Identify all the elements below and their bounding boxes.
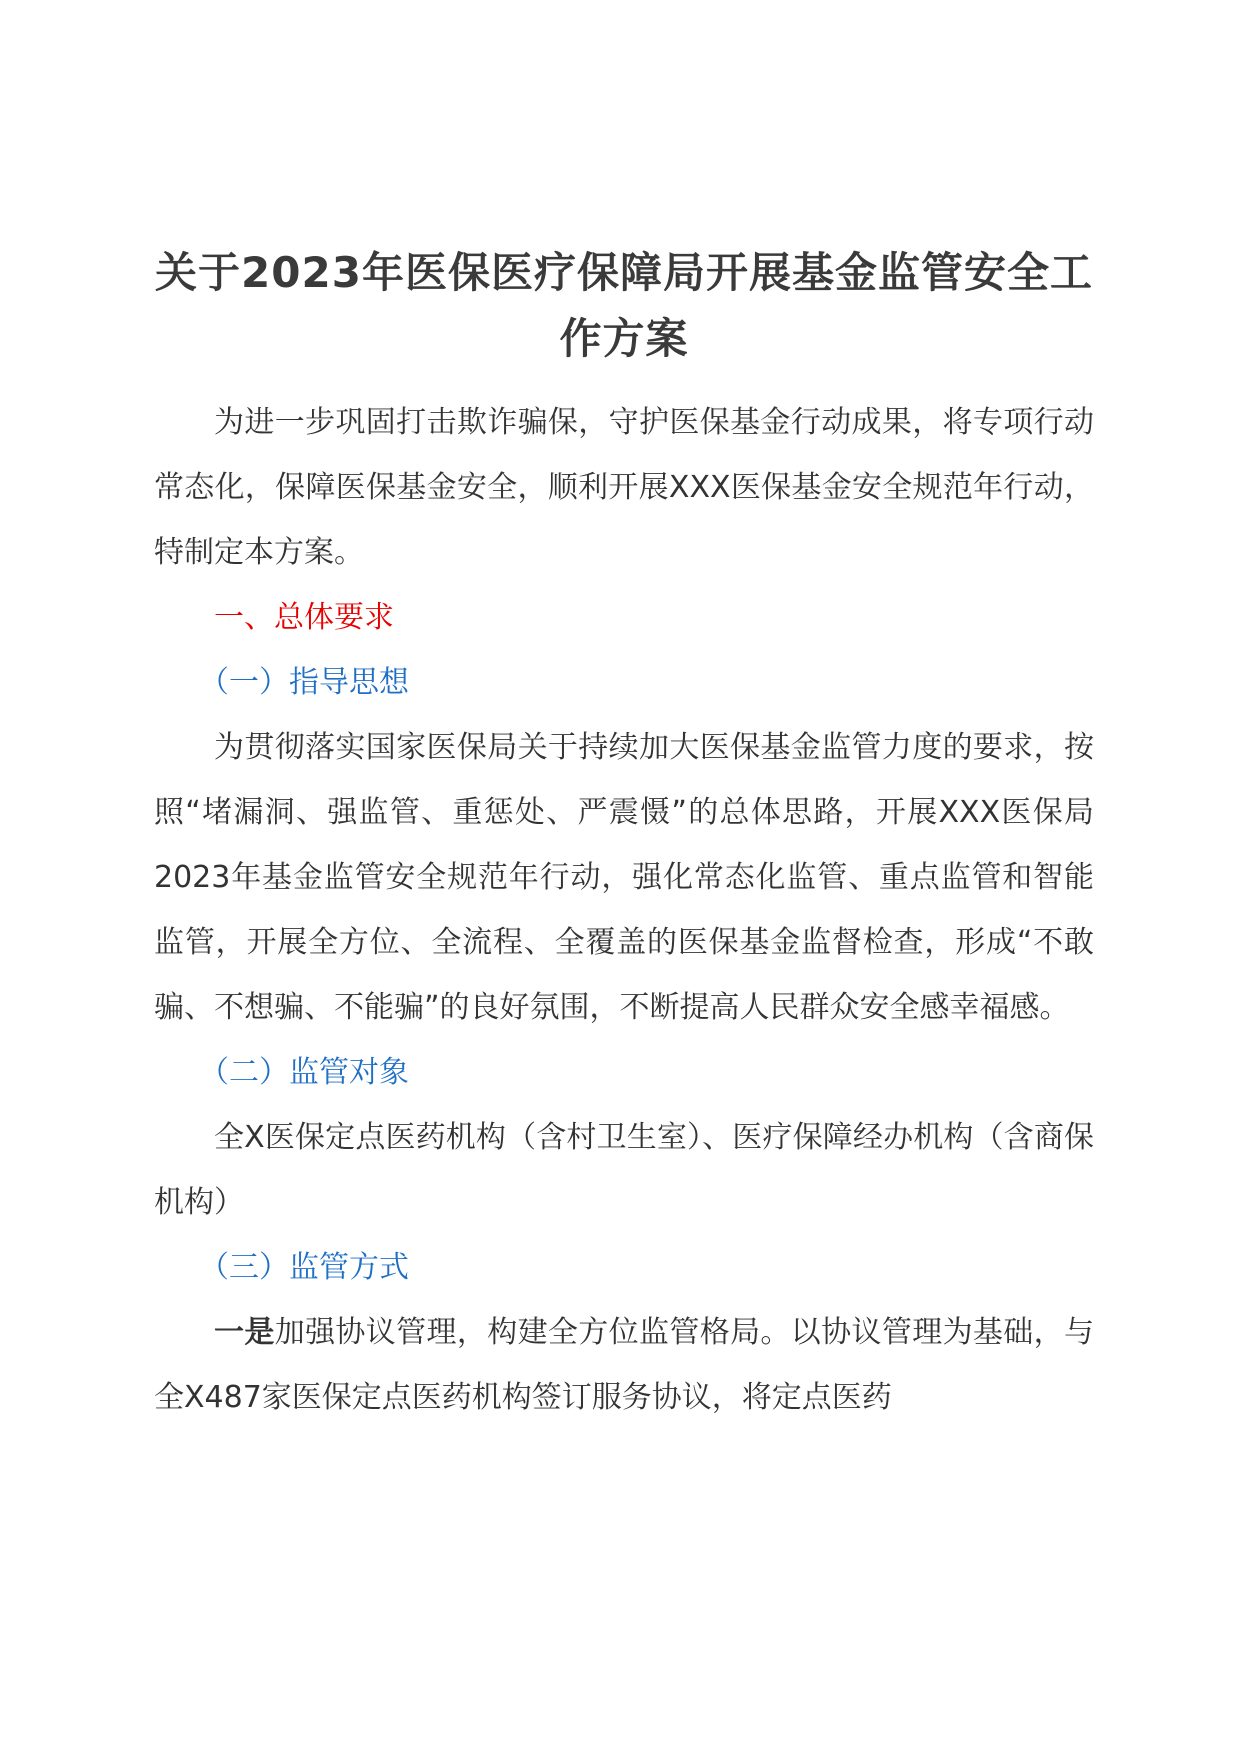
- section-heading-general-requirements: 一、总体要求: [214, 600, 394, 635]
- subsection-heading-guiding-ideology: （一）指导思想: [199, 665, 409, 700]
- document-title: 关于2023年医保医疗保障局开展基金监管安全工作方案: [155, 248, 1093, 363]
- supervision-targets-paragraph: 全X医保定点医药机构（含村卫生室）、医疗保障经办机构（含商保机构）: [154, 1120, 1094, 1220]
- item-body-text: 加强协议管理，构建全方位监管格局。以协议管理为基础，与全X487家医保定点医药机构签订服务协议，将定点医药: [154, 1315, 1095, 1415]
- subsection-heading-supervision-targets: （二）监管对象: [199, 1055, 409, 1090]
- document-page: [154, 240, 1094, 1430]
- intro-paragraph: 为进一步巩固打击欺诈骗保，守护医保基金行动成果，将专项行动常态化，保障医保基金安全，顺利开展XXX医保基金安全规范年行动，特制定本方案。: [154, 405, 1094, 570]
- item-lead-text: 一是: [214, 1315, 275, 1350]
- guiding-ideology-paragraph: 为贯彻落实国家医保局关于持续加大医保基金监管力度的要求，按照“堵漏洞、强监管、重惩处、严震慑”的总体思路，开展XXX医保局2023年基金监管安全规范年行动，强化常态化监管、重点监管和智能监管，开展全方位、全流程、全覆盖的医保基金监督检查，形成“不敢骗、不想骗、不能骗”的良好氛围，不断提高人民群众安全感幸福感。: [154, 730, 1094, 1025]
- subsection-heading-supervision-methods: （三）监管方式: [199, 1250, 409, 1285]
- supervision-methods-paragraph: [154, 1300, 1094, 1430]
